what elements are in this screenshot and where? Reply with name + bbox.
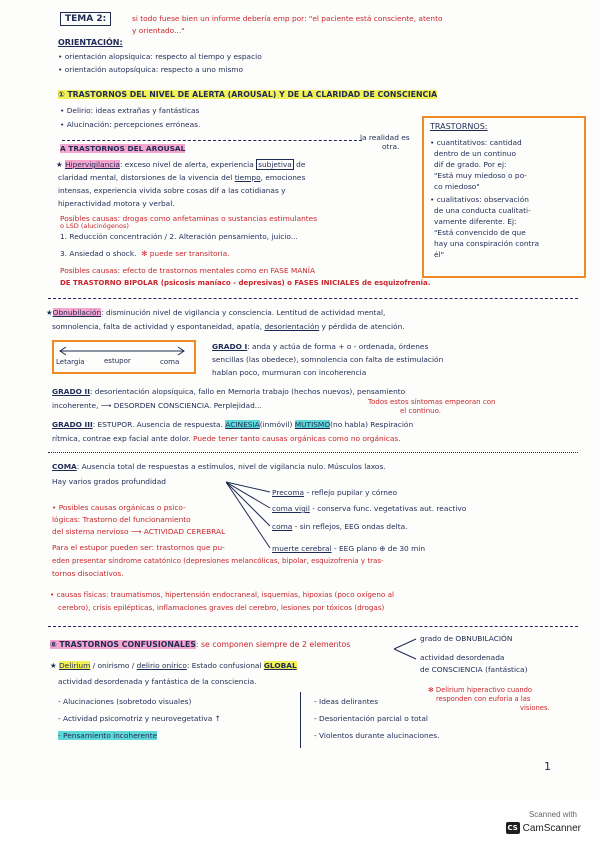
transitoria-note: ✻ puede ser transitoria. [141, 249, 230, 258]
orientacion-text-1: si todo fuese bien un informe debería emp por: "el paciente está consciente, atento [132, 14, 443, 23]
causas-1: Posibles causas: drogas como anfetaminas o sustancias estimulantes [60, 214, 318, 223]
list-right-3: - Violentos durante alucinaciones. [314, 731, 440, 740]
coma-branch-lines [226, 478, 272, 558]
obnub-text2a: somnolencia, falta de actividad y espontaneidad, apatía, [52, 322, 263, 331]
section1-title [58, 90, 437, 99]
muerte-cerebral-label: muerte cerebral [272, 544, 332, 553]
list-left-2: - Actividad psicomotriz y neurovegetativa ↑ [58, 714, 221, 723]
dashed-divider [62, 140, 362, 141]
coma-deep-label: coma [272, 522, 293, 531]
realidad-2: otra. [382, 142, 400, 151]
camscanner-brand: CamScanner [522, 822, 581, 834]
list-right-1: - Ideas delirantes [314, 697, 379, 706]
orientacion-label: ORIENTACIÓN: [58, 38, 123, 47]
list-left-3-text: - Pensamiento incoherente [58, 731, 158, 740]
obnub-text1: : disminución nivel de vigilancia y consciencia. Lentitud de actividad mental, [101, 308, 386, 317]
obnub-line1: ★Obnubilación: disminución nivel de vigilancia y consciencia. Lentitud de actividad mental, [46, 308, 386, 317]
grado3-text1c: (no habla) Respiración [330, 420, 414, 429]
section2-right3: de CONSCIENCIA (fantástica) [420, 665, 528, 674]
hipervigilancia-line1: ★ Hipervigilancia: exceso nivel de alerta, experiencia subjetiva de [56, 160, 306, 169]
delirium-line2: actividad desordenada y fantástica de la consciencia. [58, 677, 257, 686]
grado3-text2b: Puede tener tanto causas orgánicas como no orgánicas. [193, 434, 401, 443]
box-line7: de una conducta cualitati- [434, 206, 531, 215]
grado2-line2: incoherente, ⟶ DESORDEN CONSCIENCIA. Perplejidad... [52, 401, 262, 410]
acinesia-word: ACINESIA [225, 420, 260, 429]
section2-title-tail: : se componen siempre de 2 elementos [195, 640, 351, 649]
delirium-line1: ★ Delirium / onirismo / delirio onírico: Estado confusional GLOBAL [50, 661, 297, 670]
mutismo-word: MUTISMO [294, 420, 331, 429]
obnub-line2 [52, 322, 405, 331]
delirium-mid: / onirismo / [92, 661, 135, 670]
dashed-divider-3 [48, 626, 578, 627]
coma-text1: : Ausencia total de respuestas a estímulos, nivel de vigilancia nulo. Músculos laxos. [76, 462, 386, 471]
grado3-label: GRADO III [52, 420, 93, 429]
obnub-text2c: y pérdida de atención. [321, 322, 405, 331]
delirium-onirico: delirio onírico [136, 661, 187, 670]
causas-4 [60, 249, 229, 258]
delirium-text: : Estado confusional [186, 661, 262, 670]
coma-line1 [52, 462, 386, 471]
desorientacion-word: desorientación [264, 322, 320, 331]
hipervigilancia-label: Hipervigilancia [64, 160, 120, 169]
arousal-subtitle [60, 144, 185, 153]
hiper-text2a: claridad mental, distorsiones de la vivencia del [58, 173, 233, 182]
box-line6: • cualitativos: observación [430, 195, 529, 204]
coma-vigil-label: coma vigil [272, 504, 310, 513]
grado2-red1: Todos estos síntomas empeoran con [368, 398, 496, 406]
grado3-line1 [52, 420, 413, 429]
precoma-label: Precoma [272, 488, 305, 497]
posibles-1: • Posibles causas orgánicas o psico- [52, 503, 186, 512]
grado3-text2a: rítmica, contrae exp facial ante dolor. [52, 434, 191, 443]
hipervigilancia-line3: intensas, experiencia vivida sobre cosas dif a las cotidianas y [58, 186, 286, 195]
estupor-label: estupor [104, 357, 131, 365]
section2-title-line [50, 640, 350, 649]
coma-line2: Hay varios grados profundidad [52, 477, 166, 486]
coma-vigil-line [272, 504, 466, 513]
delirium-label: Delirium [58, 661, 91, 670]
coma-deep-text: - sin reflejos, EEG ondas delta. [294, 522, 408, 531]
alopsiquica: • orientación alopsíquica: respecto al tiempo y espacio [58, 52, 262, 61]
grado3-text1a: : ESTUPOR. Ausencia de respuesta. [92, 420, 223, 429]
grado1-text1: : anda y actúa de forma + o - ordenada, órdenes [247, 342, 429, 351]
realidad-1: la realidad es [360, 133, 410, 142]
grado2-red2: el continuo. [400, 407, 441, 415]
section2-title: ⑧ TRASTORNOS CONFUSIONALES [50, 640, 196, 649]
grado2-line1 [52, 387, 405, 396]
global-word: GLOBAL [263, 661, 297, 670]
box-line10: hay una conspiración contra [434, 239, 540, 248]
page-number: 1 [544, 760, 551, 773]
camscanner-logo [506, 822, 581, 834]
dotted-divider [48, 452, 578, 453]
causas-2: o LSD (alucinógenos) [60, 222, 129, 230]
section2-right2: actividad desordenada [420, 653, 505, 662]
grado2-label: GRADO II [52, 387, 90, 396]
orientacion-text-2: y orientado..." [132, 26, 185, 35]
box-line4: "Está muy miedoso o po- [434, 171, 527, 180]
section2-right1: grado de OBNUBILACIÓN [420, 634, 513, 643]
grado1-line2: sencillas (las obedece), somnolencia con falta de estimulación [212, 355, 444, 364]
hiper-text2b: , emociones [260, 173, 306, 182]
box-line5: co miedoso" [434, 182, 480, 191]
arousal-subtitle-text: A TRASTORNOS DEL AROUSAL [60, 144, 186, 153]
delirio-def: • Delirio: ideas extrañas y fantásticas [60, 106, 200, 115]
coma-vigil-text: - conserva func. vegetativas aut. reactivo [312, 504, 467, 513]
camscanner-icon: CS [507, 824, 518, 832]
list-left-3 [58, 731, 157, 740]
causas-6: DE TRASTORNO BIPOLAR (psicosis maníaco - depresivas) o FASES INICIALES de esquizofrenia. [60, 279, 431, 287]
hiper-de: de [296, 160, 306, 169]
grado1-line3: hablan poco, murmuran con incoherencia [212, 368, 367, 377]
hipervigilancia-line4: hiperactividad motora y verbal. [58, 199, 175, 208]
letargia-label: Letargia [56, 358, 85, 366]
box-title: TRASTORNOS: [430, 122, 488, 131]
estupor-3: tornos disociativos. [52, 569, 124, 578]
causas-3: 1. Reducción concentración / 2. Alteración pensamiento, juicio... [60, 232, 298, 241]
section2-brace [392, 636, 418, 662]
tema-title: TEMA 2: [60, 12, 111, 26]
fisicas-1: • causas físicas: traumatismos, hipertensión endocraneal, isquemias, hipoxias (poco oxígeno al [50, 590, 394, 599]
grado3-text1b: (inmóvil) [259, 420, 293, 429]
vertical-divider [300, 692, 301, 748]
box-line2: dentro de un continuo [434, 149, 516, 158]
autopsiquica: • orientación autopsíquica: respecto a uno mismo [58, 65, 244, 74]
tiempo-word: tiempo [234, 173, 261, 182]
muerte-cerebral-text: - EEG plano ⊕ de 30 min [333, 544, 426, 553]
fisicas-2: cerebro), crisis epilépticas, inflamaciones graves del cerebro, lesiones por tóxicos (drogas) [58, 603, 385, 612]
note-1: ✻ Delirium hiperactivo cuando [428, 686, 533, 694]
ansiedad: 3. Ansiedad o shock. [60, 249, 137, 258]
obnub-label: Obnubilación [52, 308, 102, 317]
hipervigilancia-line2 [58, 173, 305, 182]
grado1-label: GRADO I [212, 342, 248, 351]
box-line1: • cuantitativos: cantidad [430, 138, 522, 147]
posibles-3: del sistema nervioso ⟶ ACTIVIDAD CEREBRAL [52, 527, 226, 536]
causas-5: Posibles causas: efecto de trastornos mentales como en FASE MANÍA [60, 266, 316, 275]
precoma-text: - reflejo pupilar y córneo [306, 488, 398, 497]
note-3: visiones. [520, 704, 550, 712]
dashed-divider-2 [48, 298, 578, 299]
box-line9: "Está convencido de que [434, 228, 526, 237]
section1-title-text: ① TRASTORNOS DEL NIVEL DE ALERTA (AROUSAL) Y DE LA CLARIDAD DE CONSCIENCIA [58, 90, 438, 99]
box-line11: él" [434, 250, 444, 259]
coma-label: COMA [52, 462, 77, 471]
posibles-2: lógicas: Trastorno del funcionamiento [52, 515, 191, 524]
list-left-1: - Alucinaciones (sobretodo visuales) [58, 697, 192, 706]
grado2-text1: : desorientación alopsíquica, fallo en Memoria trabajo (hechos nuevos), pensamiento [89, 387, 406, 396]
list-right-2: - Desorientación parcial o total [314, 714, 428, 723]
precoma-line [272, 488, 397, 497]
estupor-1: Para el estupor pueden ser: trastornos que pu- [52, 543, 225, 552]
muerte-cerebral-line [272, 544, 425, 553]
grado3-line2 [52, 434, 401, 443]
box-line3: dif de grado. Por ej: [434, 160, 507, 169]
subjetiva-box: subjetiva [258, 160, 292, 169]
hiper-text1: : exceso nivel de alerta, experiencia [119, 160, 254, 169]
continuum-arrow-icon [56, 345, 188, 357]
coma-deep-line [272, 522, 408, 531]
grado1-line1 [212, 342, 428, 351]
scanned-with-text: Scanned with [528, 810, 577, 819]
note-2: responden con euforia a las [436, 695, 531, 703]
alucinacion-def: • Alucinación: percepciones erróneas. [60, 120, 201, 129]
estupor-2: eden presentar síndrome catatónico (depresiones melancólicas, bipolar, esquizofrenia y tras- [52, 556, 384, 565]
coma-label-arrow: coma [160, 358, 180, 366]
box-line8: vamente diferente. Ej: [434, 217, 517, 226]
